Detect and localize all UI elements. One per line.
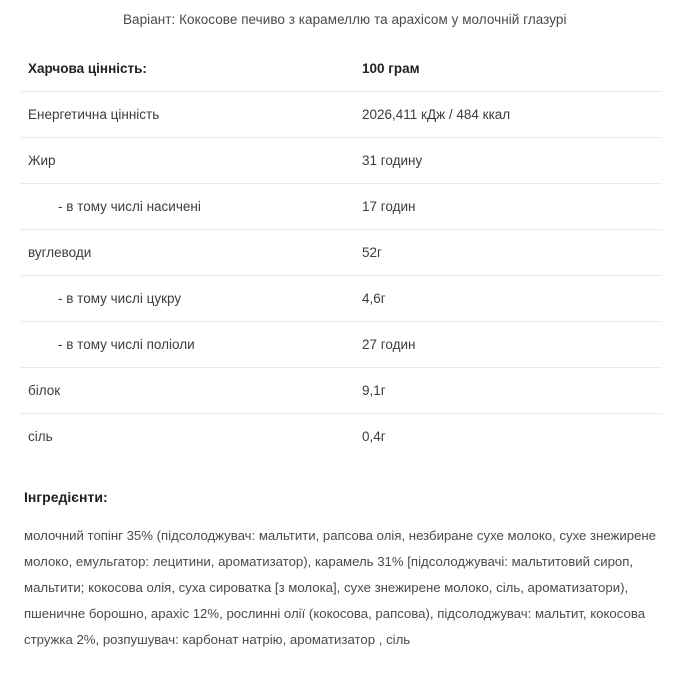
table-header-label: Харчова цінність: xyxy=(28,60,147,76)
nutrient-value: 0,4г xyxy=(362,429,386,444)
nutrient-name: Енергетична цінність xyxy=(28,106,160,122)
table-header-row xyxy=(20,46,662,92)
nutrient-name: - в тому числі цукру xyxy=(58,290,182,306)
ingredients-heading: Інгредієнти: xyxy=(24,489,108,505)
ingredients-section xyxy=(24,487,658,653)
nutrient-value: 4,6г xyxy=(362,290,386,306)
nutrient-value: 27 годин xyxy=(362,336,416,352)
nutrient-value: 31 годину xyxy=(362,152,423,168)
table-header-value: 100 грам xyxy=(362,60,420,76)
nutrient-name: - в тому числі поліоли xyxy=(58,336,195,352)
table-row xyxy=(20,230,662,276)
nutrient-name: - в тому числі насичені xyxy=(58,198,201,214)
table-row xyxy=(20,322,662,368)
nutrient-value: 17 годин xyxy=(362,198,416,214)
table-row xyxy=(20,368,662,414)
nutrient-name: білок xyxy=(28,382,61,398)
table-row xyxy=(20,184,662,230)
nutrient-value: 9,1г xyxy=(362,382,386,398)
table-row xyxy=(20,138,662,184)
nutrient-name: Жир xyxy=(28,152,56,168)
ingredients-text: молочний топінг 35% (підсолоджувач: мальтити, рапсова олія, незбиране сухе молоко, сухе знежирене молоко, емульгатор: лецитини, ароматизатор), карамель 31% [підсолоджувачі: мальтитовий сироп, мальтити; кокосова олія, суха сироватка [з молока], сухе знежирене молоко, сіль, ароматизатори), пшеничне борошно, арахіс 12%, рослинні олії (кокосова, рапсова), підсолоджувач: мальтит, кокосова стружка 2%, розпушувач: карбонат натрію, ароматизатор , сіль xyxy=(24,528,657,647)
nutrition-facts-table xyxy=(20,46,662,460)
nutrient-name: вуглеводи xyxy=(28,244,92,260)
table-row xyxy=(20,92,662,138)
table-row xyxy=(20,414,662,460)
table-row xyxy=(20,276,662,322)
nutrient-name: сіль xyxy=(28,429,53,444)
nutrient-value: 2026,411 кДж / 484 ккал xyxy=(362,106,511,122)
product-variant-title: Варіант: Кокосове печиво з карамеллю та арахісом у молочній глазурі xyxy=(123,12,567,27)
nutrient-value: 52г xyxy=(362,244,382,260)
